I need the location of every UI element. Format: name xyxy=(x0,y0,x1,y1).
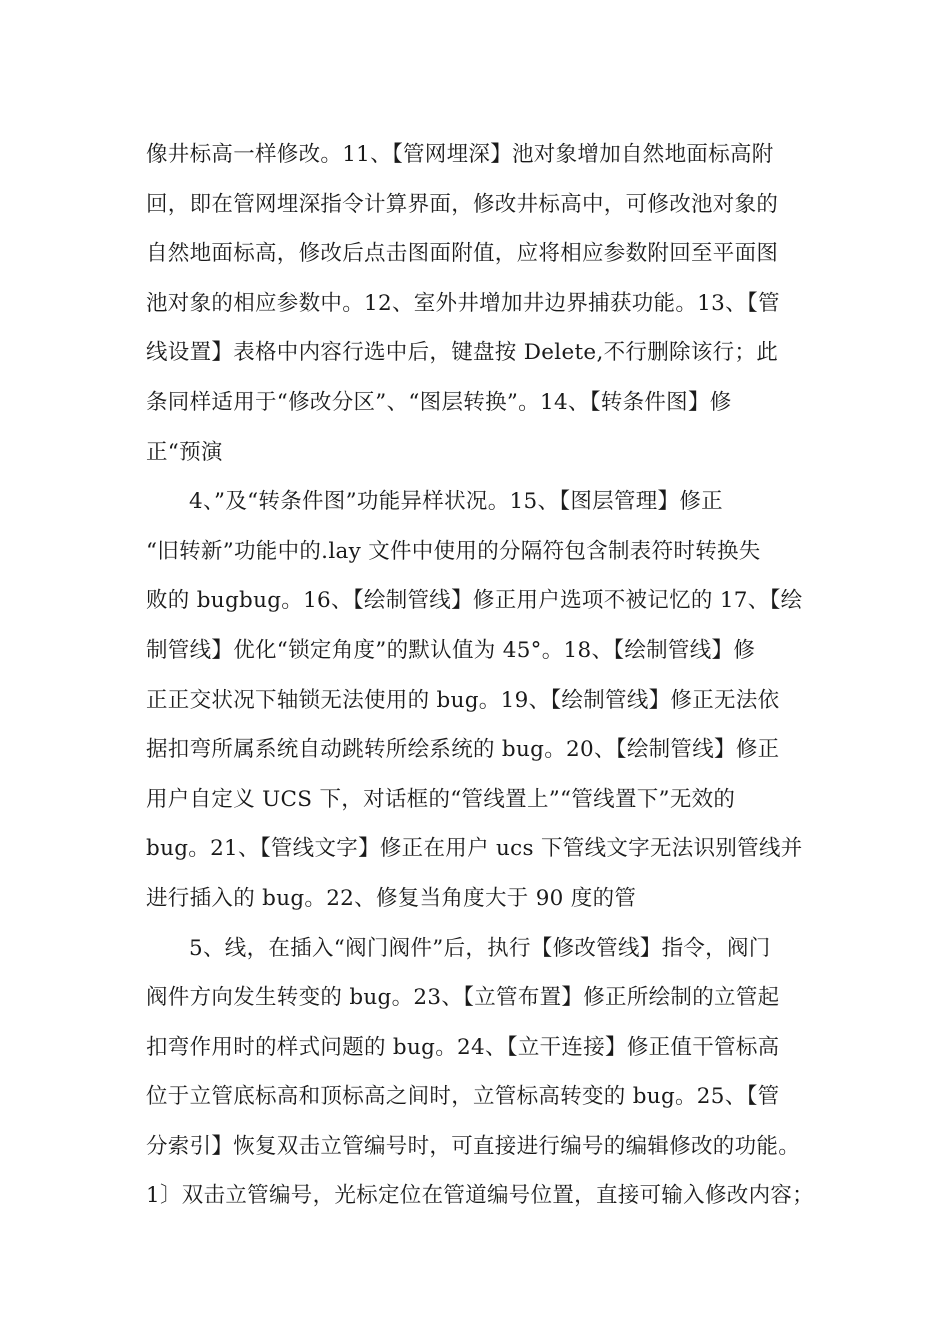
paragraph-start-line: 5、线，在插入“阀门阀件”后，执行【修改管线】指令，阀门 xyxy=(189,935,771,961)
text-line: “旧转新”功能中的.lay 文件中使用的分隔符包含制表符时转换失 xyxy=(146,538,761,564)
text-line: 扣弯作用时的样式问题的 bug。24、【立干连接】修正值干管标高 xyxy=(146,1034,780,1060)
text-line: 自然地面标高，修改后点击图面附值，应将相应参数附回至平面图 xyxy=(146,241,779,267)
text-line: 据扣弯所属系统自动跳转所绘系统的 bug。20、【绘制管线】修正 xyxy=(146,737,780,763)
text-line: 线设置】表格中内容行选中后，键盘按 Delete,不行删除该行；此 xyxy=(146,340,778,366)
text-line: 像井标高一样修改。11、【管网埋深】池对象增加自然地面标高附 xyxy=(146,142,774,167)
text-line: 正正交状况下轴锁无法使用的 bug。19、【绘制管线】修正无法依 xyxy=(146,687,780,713)
text-line: 位于立管底标高和顶标高之间时，立管标高转变的 bug。25、【管 xyxy=(146,1084,780,1110)
text-line: 正“预演 xyxy=(146,439,223,465)
document-body xyxy=(146,130,826,1221)
text-line: 回，即在管网埋深指令计算界面，修改井标高中，可修改池对象的 xyxy=(146,191,779,217)
text-line: bug。21、【管线文字】修正在用户 ucs 下管线文字无法识别管线并 xyxy=(146,836,803,862)
text-line: 败的 bugbug。16、【绘制管线】修正用户选项不被记忆的 17、【绘 xyxy=(146,588,803,614)
text-line: 分索引】恢复双击立管编号时，可直接进行编号的编辑修改的功能。 xyxy=(146,1133,801,1159)
text-line: 进行插入的 bug。22、修复当角度大于 90 度的管 xyxy=(146,885,637,911)
text-line: 条同样适用于“修改分区”、“图层转换”。14、【转条件图】修 xyxy=(146,389,732,415)
text-line: 阀件方向发生转变的 bug。23、【立管布置】修正所绘制的立管起 xyxy=(146,985,780,1011)
text-line: 制管线】优化“锁定角度”的默认值为 45°。18、【绘制管线】修 xyxy=(146,637,756,663)
text-line: 用户自定义 UCS 下，对话框的“管线置上”“管线置下”无效的 xyxy=(146,786,736,812)
text-line: 1〕双击立管编号，光标定位在管道编号位置，直接可输入修改内容； xyxy=(146,1183,814,1209)
text-line: 池对象的相应参数中。12、室外井增加井边界捕获功能。13、【管 xyxy=(146,290,780,316)
paragraph-start-line: 4、”及“转条件图”功能异样状况。15、【图层管理】修正 xyxy=(189,489,723,515)
